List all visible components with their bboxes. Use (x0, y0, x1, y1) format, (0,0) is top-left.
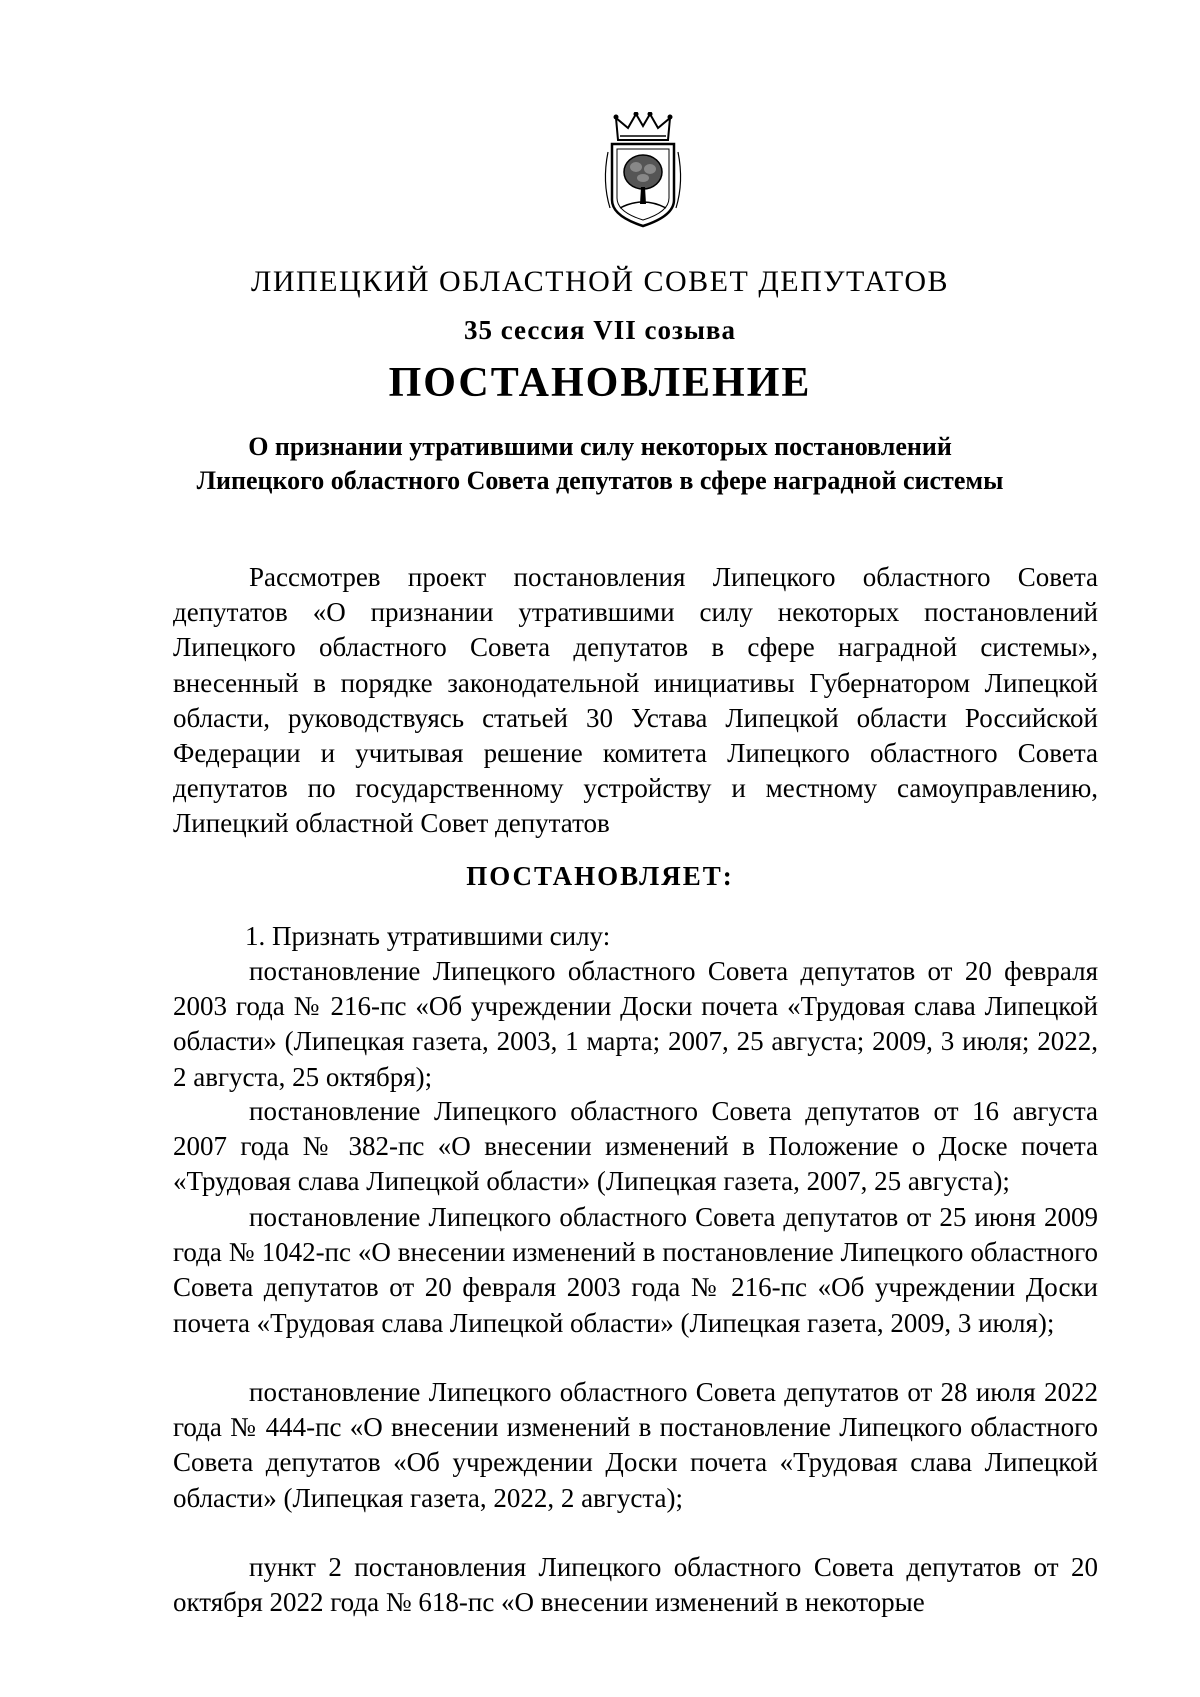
document-title (0, 430, 1200, 498)
document-type: ПОСТАНОВЛЕНИЕ (388, 360, 812, 406)
organization-name: ЛИПЕЦКИЙ ОБЛАСТНОЙ СОВЕТ ДЕПУТАТОВ (251, 265, 949, 298)
title-line-2: Липецкого областного Совета депутатов в сфере наградной системы (196, 466, 1004, 495)
session-label: 35 сессия VII созыва (463, 315, 737, 345)
list-paragraph: постановление Липецкого областного Совета депутатов от 20 февраля 2003 года № 216-пс «Об учреждении Доски почета «Трудовая слава Липецкой области» (Липецкая газета, 2003, 1 марта; 2007, 25 августа; 2009, 3 июля; 2022, 2 августа, 25 октября); (173, 956, 1098, 1092)
decree-heading: ПОСТАНОВЛЯЕТ: (466, 861, 734, 891)
coat-of-arms-emblem (598, 112, 688, 232)
preamble-paragraph: Рассмотрев проект постановления Липецкого областного Совета депутатов «О признании утратившими силу некоторых постановлений Липецкого областного Совета депутатов в сфере наградной системы», внесенный в порядке законодательной инициативы Губернатором Липецкой области, руководствуясь статьей 30 Устава Липецкой области Российской Федерации и учитывая решение комитета Липецкого областного Совета депутатов по государственному устройству и местному самоуправлению, Липецкий областной Совет депутатов (173, 562, 1098, 839)
list-paragraph: постановление Липецкого областного Совета депутатов от 25 июня 2009 года № 1042-пс «О внесении изменений в постановление Липецкого областного Совета депутатов от 20 февраля 2003 года № 216-пс «Об учреждении Доски почета «Трудовая слава Липецкой области» (Липецкая газета, 2009, 3 июля); (173, 1202, 1098, 1338)
title-line-1: О признании утратившими силу некоторых постановлений (248, 432, 952, 461)
list-paragraph: постановление Липецкого областного Совета депутатов от 16 августа 2007 года № 382-пс «О внесении изменений в Положение о Доске почета «Трудовая слава Липецкой области» (Липецкая газета, 2007, 25 августа); (173, 1096, 1098, 1197)
list-paragraph: постановление Липецкого областного Совета депутатов от 28 июля 2022 года № 444-пс «О внесении изменений в постановление Липецкого областного Совета депутатов «Об учреждении Доски почета «Трудовая слава Липецкой области» (Липецкая газета, 2022, 2 августа); (173, 1377, 1098, 1513)
item-1-heading: 1. Признать утратившими силу: (245, 921, 611, 951)
list-paragraph: пункт 2 постановления Липецкого областного Совета депутатов от 20 октября 2022 года № 618-пс «О внесении изменений в некоторые (173, 1552, 1098, 1618)
